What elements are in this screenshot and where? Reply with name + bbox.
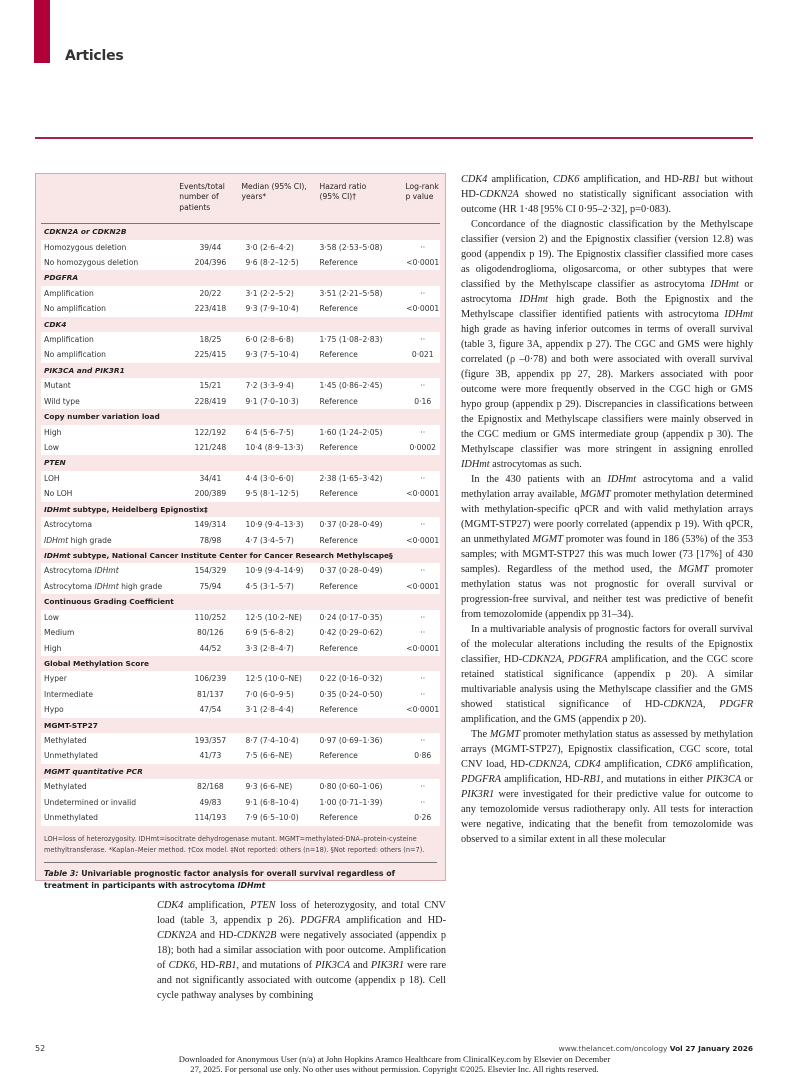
table-row: [41, 671, 440, 686]
page-number: 52: [35, 1044, 46, 1053]
body-paragraph: CDK4 amplification, PTEN loss of heterozygosity, and total CNV load (table 3, appendix p 26). PDGFRA amplification and HD-CDKN2A and HD-CDKN2B were negatively associated (appendix p 18); both had a similar association with poor outcome. Amplification of CDK6, HD-RB1, and mutations of PIK3CA and PIK3R1 were rare and not significantly associated with outcome (appendix p 18). Cell cycle pathway analyses by combining: [157, 900, 447, 1001]
row-label: Unmethylated: [44, 751, 98, 761]
table-row: [41, 610, 440, 625]
p-value-cell: ··: [420, 473, 426, 483]
events-cell: 149/314: [194, 520, 227, 530]
p-value-cell: ··: [420, 628, 426, 638]
events-cell: 81/137: [197, 689, 224, 699]
caption-label: Table 3:: [44, 868, 79, 878]
body-paragraph: CDK4 amplification, CDK6 amplification, and HD-RB1 but without HD-CDKN2A showed no statistically significant association with outcome (HR 1·48 [95% CI 0·95–2·32], p=0·083).: [461, 174, 753, 215]
events-cell: 193/357: [194, 736, 227, 746]
p-value-cell: <0·0001: [406, 257, 440, 267]
group-heading: Copy number variation load: [44, 412, 160, 422]
p-value-cell: ··: [420, 566, 426, 576]
median-cell: 4·5 (3·1–5·7): [245, 581, 294, 591]
events-cell: 225/415: [194, 350, 227, 360]
header-line: Median (95% CI),: [241, 182, 307, 191]
journal-footer: [559, 1044, 753, 1053]
p-value-cell: <0·0001: [406, 581, 440, 591]
section-label: Articles: [65, 48, 124, 64]
median-cell: 6·4 (5·6–7·5): [245, 427, 294, 437]
row-label: Homozygous deletion: [44, 242, 127, 252]
body-paragraph: The MGMT promoter methylation status as assessed by methylation arrays (MGMT-STP27), Epignostix classification, CGC score, total CNV load, HD-CDKN2A, CDK4 amplification, CDK6 amplification, PDGFRA amplification, HD-RB1, and mutations in either PIK3CA or PIK3R1 were investigated for their predictive value for outcome to any temozolomide versus radiotherapy only. All tests for interaction were negative, indicating that the benefit from temozolomide was observed to a similar extent in all these molecular: [461, 729, 754, 845]
median-cell: 7·5 (6·6–NE): [245, 751, 293, 761]
group-heading: MGMT quantitative PCR: [44, 766, 143, 776]
header-line: years*: [241, 192, 267, 202]
events-cell: 114/193: [194, 813, 227, 823]
median-cell: 6·9 (5·6–8·2): [245, 628, 294, 638]
table-row: [41, 748, 440, 763]
hazard-ratio-cell: Reference: [319, 489, 358, 499]
events-cell: 39/44: [199, 242, 222, 252]
events-cell: 49/83: [199, 797, 222, 807]
caption-italic-tail: IDHmt: [237, 880, 266, 890]
median-cell: 9·5 (8·1–12·5): [245, 489, 299, 499]
header-p-value: [405, 182, 440, 223]
median-cell: 9·3 (6·6–NE): [245, 782, 293, 792]
row-label: High: [44, 643, 62, 653]
hazard-ratio-cell: Reference: [319, 813, 358, 823]
p-value-cell: 0·86: [414, 751, 432, 761]
p-value-cell: ··: [420, 674, 426, 684]
median-cell: 10·9 (9·4–13·3): [245, 520, 304, 530]
median-cell: 9·3 (7·5–10·4): [245, 350, 299, 360]
row-label: Astrocytoma IDHmt: [44, 566, 119, 576]
table-row: [41, 579, 440, 594]
header-rule: [35, 137, 753, 139]
hazard-ratio-cell: 0·42 (0·29–0·62): [319, 628, 383, 638]
table-row: [41, 332, 440, 347]
p-value-cell: ··: [420, 782, 426, 792]
events-cell: 122/192: [194, 427, 227, 437]
median-cell: 7·0 (6·0–9·5): [245, 689, 294, 699]
events-cell: 223/418: [194, 304, 227, 314]
section-color-bar: [34, 0, 50, 63]
p-value-cell: 0·16: [414, 396, 432, 406]
group-heading: PIK3CA and PIK3R1: [44, 365, 125, 375]
row-label: No amplification: [44, 350, 106, 360]
hazard-ratio-cell: Reference: [319, 443, 358, 453]
events-cell: 110/252: [194, 612, 227, 622]
hazard-ratio-cell: 0·37 (0·28–0·49): [319, 520, 383, 530]
table-row: [41, 687, 440, 702]
row-label: No amplification: [44, 304, 106, 314]
body-paragraph: In a multivariable analysis of prognostic factors for overall survival of the molecular alterations including the results of the Epignostix classifier, HD-CDKN2A, PDGFRA amplification, and the CGC score retained statistical significance (appendix p 20). A similar multivariable analysis using the Methylscape classifier and the GMS showed statistical significance of HD-CDKN2A, PDGFR amplification, and the GMS (appendix p 20).: [461, 624, 754, 725]
row-label: Low: [44, 612, 59, 622]
median-cell: 4·4 (3·0–6·0): [245, 473, 294, 483]
p-value-cell: ··: [420, 381, 426, 391]
group-heading: PTEN: [44, 458, 66, 468]
table-row: [41, 347, 440, 362]
events-cell: 204/396: [194, 257, 227, 267]
table-row: [41, 733, 440, 748]
events-cell: 15/21: [199, 381, 222, 391]
row-label: Wild type: [44, 396, 80, 406]
table-row: [41, 795, 440, 810]
row-label: No homozygous deletion: [44, 257, 139, 267]
body-paragraph: In the 430 patients with an IDHmt astrocytoma and a valid methylation array available, MGMT promoter methylation determined with methylation-specific qPCR and with valid methylation arrays (MGMT-STP27) were poorly correlated (appendix p 19). With qPCR, an unmethylated MGMT promoter was found in 186 (53%) of the 353 samples; with MGMT-STP27 this was much lower (73 [17%] of 430 samples). Regardless of the method used, the MGMT promoter methylation status was not prognostic for overall survival or progression-free survival, and neither test was predictive of benefit from temozolomide (appendix pp 31–34).: [461, 474, 753, 620]
table-header: [41, 174, 440, 224]
events-cell: 34/41: [199, 473, 222, 483]
hazard-ratio-cell: 0·80 (0·60–1·06): [319, 782, 383, 792]
events-cell: 18/25: [199, 335, 222, 345]
events-cell: 44/52: [199, 643, 222, 653]
p-value-cell: <0·0001: [406, 304, 440, 314]
median-cell: 9·1 (7·0–10·3): [245, 396, 299, 406]
hazard-ratio-cell: 3·51 (2·21–5·58): [319, 288, 383, 298]
median-cell: 3·0 (2·6–4·2): [245, 242, 294, 252]
events-cell: 82/168: [197, 782, 224, 792]
median-cell: 4·7 (3·4–5·7): [245, 535, 294, 545]
table-caption: [41, 863, 440, 892]
row-label: Medium: [44, 628, 75, 638]
table-body: [41, 224, 440, 826]
table-footnote: LOH=loss of heterozygosity. IDHmt=isocitrate dehydrogenase mutant. MGMT=methylated-DNA–protein-cysteine methyltransferase. *Kaplan–Meier method. †Cox model. ‡Not reported: others (n=18). §Not reported: others (n=7).: [44, 834, 425, 854]
row-label: Undetermined or invalid: [44, 797, 137, 807]
median-cell: 9·1 (6·8–10·4): [245, 797, 299, 807]
header-hazard-ratio: [320, 182, 406, 223]
header-line: (95% CI)†: [319, 192, 357, 202]
header-line: number of: [179, 192, 219, 202]
table-row: [41, 779, 440, 794]
group-heading: PDGFRA: [44, 273, 79, 283]
median-cell: 8·7 (7·4–10·4): [245, 736, 299, 746]
events-cell: 78/98: [199, 535, 222, 545]
hazard-ratio-cell: Reference: [319, 643, 358, 653]
hazard-ratio-cell: 2·38 (1·65–3·42): [319, 473, 383, 483]
group-heading: Continuous Grading Coefficient: [44, 597, 174, 607]
events-cell: 228/419: [194, 396, 227, 406]
table-row: [41, 394, 440, 409]
events-cell: 20/22: [199, 288, 222, 298]
table-row: [41, 533, 440, 548]
row-label: Hypo: [44, 705, 64, 715]
median-cell: 7·2 (3·3–9·4): [245, 381, 294, 391]
p-value-cell: ··: [420, 335, 426, 345]
median-cell: 3·3 (2·8–4·7): [245, 643, 294, 653]
events-cell: 154/329: [194, 566, 227, 576]
p-value-cell: ··: [420, 427, 426, 437]
p-value-cell: <0·0001: [406, 705, 440, 715]
row-label: High: [44, 427, 62, 437]
table-row: [41, 255, 440, 270]
hazard-ratio-cell: Reference: [319, 304, 358, 314]
header-median: [242, 182, 320, 223]
row-label: Intermediate: [44, 689, 93, 699]
median-cell: 10·4 (8·9–13·3): [245, 443, 304, 453]
table-row: [41, 301, 440, 316]
p-value-cell: ··: [420, 288, 426, 298]
group-heading: MGMT-STP27: [44, 720, 98, 730]
table-row: [41, 641, 440, 656]
hazard-ratio-cell: Reference: [319, 581, 358, 591]
hazard-ratio-cell: Reference: [319, 257, 358, 267]
table-row: [41, 286, 440, 301]
p-value-cell: <0·0001: [406, 535, 440, 545]
table-row: [41, 240, 440, 255]
table-row: [41, 440, 440, 455]
header-label-cell: [41, 182, 179, 223]
hazard-ratio-cell: 1·00 (0·71–1·39): [319, 797, 383, 807]
journal-issue: Vol 27 January 2026: [669, 1044, 753, 1053]
download-line-2: 27, 2025. For personal use only. No other uses without permission. Copyright ©2025. Elsevier Inc. All rights reserved.: [190, 1064, 599, 1074]
download-notice: [0, 1054, 789, 1074]
p-value-cell: 0·26: [414, 813, 432, 823]
median-cell: 12·5 (10·2–NE): [245, 612, 302, 622]
events-cell: 47/54: [199, 705, 222, 715]
table-row: [41, 625, 440, 640]
median-cell: 6·0 (2·8–6·8): [245, 335, 294, 345]
p-value-cell: ··: [420, 736, 426, 746]
row-label: Low: [44, 443, 59, 453]
row-label: Methylated: [44, 736, 87, 746]
table-row: [41, 471, 440, 486]
table-row: [41, 563, 440, 578]
journal-url[interactable]: www.thelancet.com/oncology: [558, 1044, 668, 1053]
row-label: Amplification: [44, 288, 94, 298]
header-line: Events/total: [179, 182, 225, 191]
row-label: IDHmt high grade: [44, 535, 112, 545]
table-row: [41, 378, 440, 393]
row-label: Astrocytoma IDHmt high grade: [44, 581, 163, 591]
hazard-ratio-cell: 0·35 (0·24–0·50): [319, 689, 383, 699]
group-heading: CDKN2A or CDKN2B: [44, 227, 127, 236]
median-cell: 3·1 (2·8–4·4): [245, 705, 294, 715]
hazard-ratio-cell: Reference: [319, 350, 358, 360]
body-text-right: [461, 172, 753, 847]
hazard-ratio-cell: 1·45 (0·86–2·45): [319, 381, 383, 391]
p-value-cell: <0·0001: [406, 643, 440, 653]
group-heading: CDK4: [44, 319, 67, 329]
header-line: Log-rank: [405, 182, 439, 191]
events-cell: 106/239: [194, 674, 227, 684]
download-line-1: Downloaded for Anonymous User (n/a) at John Hopkins Aramco Healthcare from ClinicalKey.com by Elsevier on December: [178, 1054, 611, 1064]
table-3: [35, 173, 446, 890]
events-cell: 121/248: [194, 443, 227, 453]
group-heading: IDHmt subtype, Heidelberg Epignostix‡: [44, 504, 208, 514]
table-row: [41, 702, 440, 717]
hazard-ratio-cell: 0·97 (0·69–1·36): [319, 736, 383, 746]
header-events: [179, 182, 241, 223]
row-label: LOH: [44, 473, 60, 483]
hazard-ratio-cell: Reference: [319, 535, 358, 545]
p-value-cell: 0·021: [411, 350, 434, 360]
header-line: p value: [405, 192, 434, 202]
median-cell: 3·1 (2·2–5·2): [245, 288, 294, 298]
table-row: [41, 486, 440, 501]
row-label: Hyper: [44, 674, 67, 684]
events-cell: 75/94: [199, 581, 222, 591]
hazard-ratio-cell: 3·58 (2·53–5·08): [319, 242, 383, 252]
header-line: patients: [179, 202, 211, 212]
median-cell: 7·9 (6·5–10·0): [245, 813, 299, 823]
events-cell: 200/389: [194, 489, 227, 499]
events-cell: 41/73: [199, 751, 222, 761]
caption-text: Univariable prognostic factor analysis for overall survival regardless of treatment in participants with astrocytoma: [44, 868, 396, 890]
median-cell: 9·3 (7·9–10·4): [245, 304, 299, 314]
events-cell: 80/126: [197, 628, 224, 638]
hazard-ratio-cell: 1·75 (1·08–2·83): [319, 335, 383, 345]
p-value-cell: ··: [420, 689, 426, 699]
p-value-cell: ··: [420, 612, 426, 622]
hazard-ratio-cell: 0·37 (0·28–0·49): [319, 566, 383, 576]
p-value-cell: <0·0001: [406, 489, 440, 499]
body-paragraph: Concordance of the diagnostic classification by the Methylscape classifier (version 2) and the Epignostix classifier (version 12.8) was good (appendix p 19). The Epignostix classifier classified more cases as oligodendroglioma, oligosarcoma, or other subtypes that were classified by the Methylscape classifier as astrocytoma IDHmt or astrocytoma IDHmt high grade. Both the Epignostix and the Methylscape classifier identified patients with astrocytoma IDHmt high grade as having inferior outcomes in terms of overall survival (table 3, figure 3A, appendix p 27). The CGC and GMS were highly correlated (ρ –0·78) and both were associated with overall survival (figure 3B, appendix pp 27, 28). Markers associated with poor outcome were more frequently observed in the CGC high or GMS hypo group (appendix p 29). Discrepancies in classifications between the Epignostix and Methylscape classifiers were mainly observed in the CGC medium or GMS intermediate group (appendix p 30). The Methylscape classifier was more stringent in assigning enrolled IDHmt astrocytomas as such.: [461, 219, 753, 470]
hazard-ratio-cell: 1·60 (1·24–2·05): [319, 427, 383, 437]
p-value-cell: ··: [420, 797, 426, 807]
body-text-left: [157, 898, 446, 1003]
p-value-cell: ··: [420, 242, 426, 252]
header-line: Hazard ratio: [319, 182, 367, 191]
row-label: Methylated: [44, 782, 87, 792]
median-cell: 10·9 (9·4–14·9): [245, 566, 304, 576]
table-row: [41, 425, 440, 440]
group-heading: Global Methylation Score: [44, 658, 149, 668]
hazard-ratio-cell: Reference: [319, 705, 358, 715]
row-label: No LOH: [44, 489, 73, 499]
hazard-ratio-cell: 0·22 (0·16–0·32): [319, 674, 383, 684]
table-row: [41, 810, 440, 825]
row-label: Mutant: [44, 381, 71, 391]
table-row: [41, 517, 440, 532]
p-value-cell: ··: [420, 520, 426, 530]
group-heading: IDHmt subtype, National Cancer Institute Center for Cancer Research Methylscape§: [44, 550, 393, 560]
hazard-ratio-cell: 0·24 (0·17–0·35): [319, 612, 383, 622]
median-cell: 12·5 (10·0–NE): [245, 674, 302, 684]
median-cell: 9·6 (8·2–12·5): [245, 257, 299, 267]
row-label: Amplification: [44, 335, 94, 345]
row-label: Astrocytoma: [44, 520, 93, 530]
p-value-cell: 0·0002: [409, 443, 437, 453]
hazard-ratio-cell: Reference: [319, 751, 358, 761]
hazard-ratio-cell: Reference: [319, 396, 358, 406]
row-label: Unmethylated: [44, 813, 98, 823]
